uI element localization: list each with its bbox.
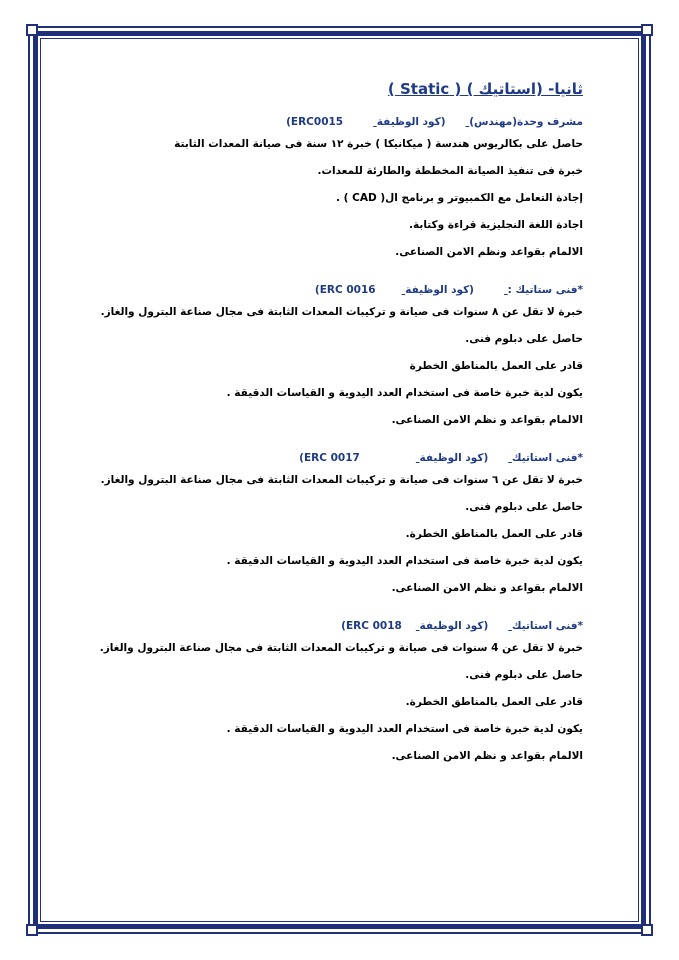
- job-heading: [123, 114, 583, 130]
- border-corner-top-left: [26, 24, 38, 36]
- job-code-label: (كود الوظيفة: [419, 452, 489, 464]
- requirement-line: خبرة لا تقل عن 4 سنوات فى صيانة و تركيبات المعدات الثابتة فى مجال صناعة البترول والغاز.: [99, 642, 583, 654]
- requirement-line: خبرة لا تقل عن ٦ سنوات فى صيانة و تركيبات المعدات الثابتة فى مجال صناعة البترول والغاز.: [100, 474, 583, 486]
- job-role: *فنى استاتيك: [511, 452, 583, 464]
- job-section: [99, 618, 583, 764]
- page-title: ثانيا- (استاتيك ) ( Static ): [387, 80, 583, 98]
- requirement-line: خبرة فى تنفيذ الصيانة المخططة والطارئة للمعدات.: [317, 165, 583, 177]
- requirement-line: قادر على العمل بالمناطق الخطرة.: [405, 696, 583, 708]
- border-corner-top-right: [641, 24, 653, 36]
- border-corner-bottom-right: [641, 924, 653, 936]
- job-code-label: (كود الوظيفة: [419, 620, 489, 632]
- requirement-line: الالمام بقواعد و نظم الامن الصناعى.: [391, 414, 583, 426]
- requirement-line: الالمام بقواعد و نظم الامن الصناعى.: [391, 750, 583, 762]
- job-code: ERC 0018): [341, 620, 402, 632]
- requirement-line: قادر على العمل بالمناطق الخطرة.: [405, 528, 583, 540]
- job-code-label: (كود الوظيفة: [376, 116, 446, 128]
- requirement-line: يكون لدية خبرة خاصة فى استخدام العدد اليدوية و القياسات الدقيقة .: [226, 387, 583, 399]
- job-role: *فنى استاتيك: [511, 620, 583, 632]
- requirement-line: قادر على العمل بالمناطق الخطرة: [409, 360, 583, 372]
- requirement-line: الالمام بقواعد ونظم الامن الصناعى.: [395, 246, 583, 258]
- job-role: *فنى ستاتيك :: [507, 284, 583, 296]
- job-code: ERC 0016): [314, 284, 376, 296]
- requirement-line: اجادة اللغة النجليزية قراءة وكتابة.: [409, 219, 583, 231]
- requirement-line: حاصل على بكالريوس هندسة ( ميكانيكا ) خبرة ١٢ سنة فى صيانة المعدات الثابتة: [174, 138, 583, 150]
- job-role: مشرف وحدة(مهندس): [469, 116, 583, 128]
- requirement-line: خبرة لا تقل عن ٨ سنوات فى صيانة و تركيبات المعدات الثابتة فى مجال صناعة البترول والغاز.: [100, 306, 583, 318]
- job-code: ERC0015): [286, 116, 344, 128]
- job-section: [100, 282, 583, 428]
- requirement-line: يكون لدية خبرة خاصة فى استخدام العدد اليدوية و القياسات الدقيقة .: [226, 723, 583, 735]
- job-heading: [123, 618, 583, 634]
- requirement-line: الالمام بقواعد و نظم الامن الصناعى.: [391, 582, 583, 594]
- border-corner-bottom-left: [26, 924, 38, 936]
- requirement-line: حاصل على دبلوم فنى.: [465, 501, 583, 513]
- requirement-line: حاصل على دبلوم فنى.: [465, 669, 583, 681]
- job-code-label: (كود الوظيفة: [405, 284, 474, 296]
- requirement-line: يكون لدية خبرة خاصة فى استخدام العدد اليدوية و القياسات الدقيقة .: [226, 555, 583, 567]
- requirement-line: حاصل على دبلوم فنى.: [465, 333, 583, 345]
- job-heading: [123, 282, 583, 298]
- job-code: ERC 0017): [299, 452, 360, 464]
- job-section: [100, 450, 583, 596]
- requirement-line: إجادة التعامل مع الكمبيوتر و برنامج ال( CAD ) .: [336, 192, 583, 204]
- document-body: [99, 78, 583, 775]
- job-section: [123, 114, 583, 260]
- job-heading: [123, 450, 583, 466]
